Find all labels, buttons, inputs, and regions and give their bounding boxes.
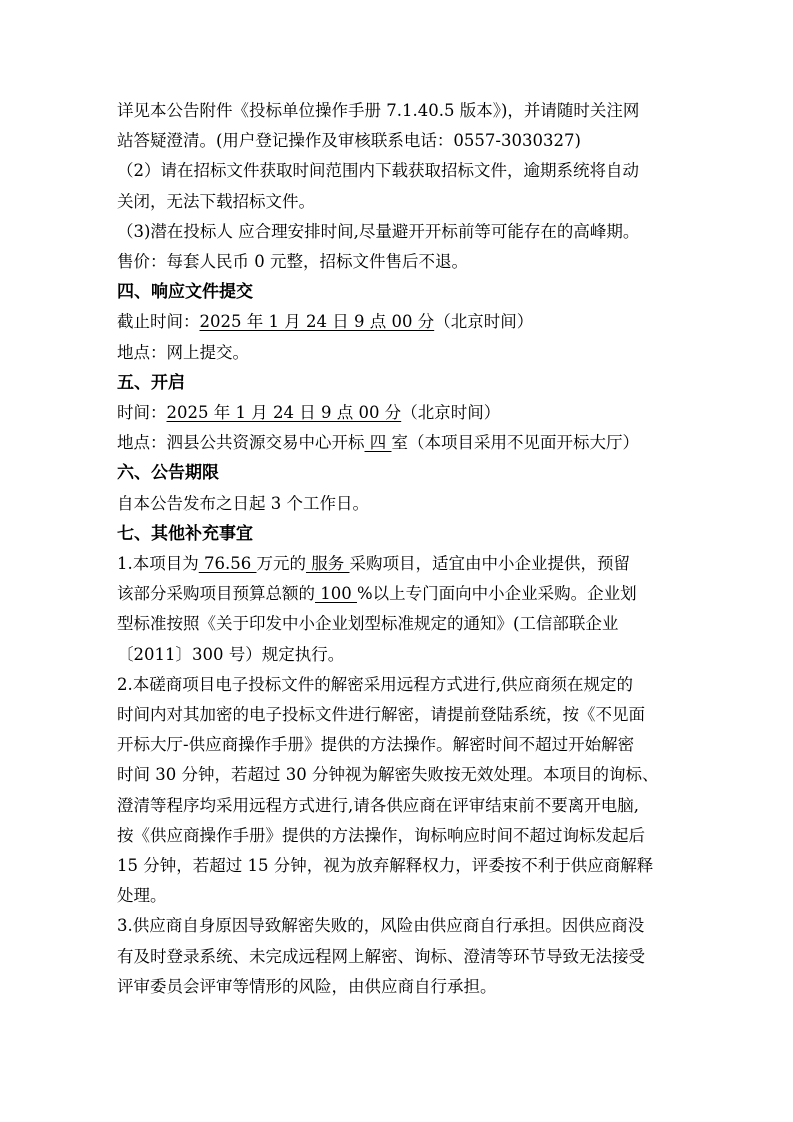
text-line: 型标准按照《关于印发中小企业划型标准规定的通知》(工信部联企业 [117,614,619,634]
section-heading-5: 五、开启 [117,372,185,393]
opening-location-suffix: 室（本项目采用不见面开标大厅） [391,433,639,453]
section-heading-7: 七、其他补充事宜 [117,523,253,544]
document-page [117,96,717,1002]
deadline-label: 截止时间： [117,312,200,332]
submission-location: 地点：网上提交。 [117,342,249,362]
item1-rest: 采购项目，适宜由中小企业提供，预留 [349,554,630,574]
section-heading-4: 四、响应文件提交 [117,282,253,303]
opening-location-label: 地点：泗县公共资源交易中心开标 [117,433,365,453]
text-line: 关闭，无法下载招标文件。 [117,191,315,211]
text-line: 按《供应商操作手册》提供的方法操作，询标响应时间不超过询标发起后 [117,825,645,845]
text-line: 2.本磋商项目电子投标文件的解密采用远程方式进行,供应商须在规定的 [117,674,633,694]
text-line: 〔2011〕300 号）规定执行。 [117,644,345,664]
text-line: 3.供应商自身原因导致解密失败的，风险由供应商自行承担。因供应商没 [117,916,645,936]
opening-time-line [117,398,717,428]
text-line: 评审委员会评审等情形的风险，由供应商自行承担。 [117,976,497,996]
text-line: （3)潜在投标人 应合理安排时间,尽量避开开标前等可能存在的高峰期。 [117,221,640,241]
opening-location-line [117,428,717,458]
item1-line1 [117,549,717,579]
opening-time-value: 2025 年 1 月 24 日 9 点 00 分 [166,403,402,423]
text-line: 详见本公告附件《投标单位操作手册 7.1.40.5 版本》)，并请随时关注网 [117,101,640,120]
text-line: 售价：每套人民币 0 元整，招标文件售后不退。 [117,252,468,272]
text-line: 处理。 [117,886,167,906]
deadline-suffix: （北京时间） [434,312,534,332]
item1-mid: 万元的 [256,554,306,574]
deadline-value: 2025 年 1 月 24 日 9 点 00 分 [199,312,435,332]
budget-amount: 76.56 [198,554,257,574]
procurement-type: 服务 [305,554,350,574]
opening-time-label: 时间： [117,403,167,423]
opening-room: 四 [364,433,392,453]
item1-l2-rest: %以上专门面向中小企业采购。企业划 [356,584,637,604]
text-line: 开标大厅-供应商操作手册》提供的方法操作。解密时间不超过开始解密 [117,735,635,755]
text-line: 时间 30 分钟，若超过 30 分钟视为解密失败按无效处理。本项目的询标、 [117,765,659,785]
section-heading-6: 六、公告期限 [117,463,219,484]
item1-l2-prefix: 该部分采购项目预算总额的 [117,584,315,604]
opening-time-suffix: （北京时间） [401,403,501,423]
notice-period: 自本公告发布之日起 3 个工作日。 [117,493,369,513]
item1-prefix: 1.本项目为 [117,554,199,574]
text-line: 站答疑澄清。(用户登记操作及审核联系电话：0557-3030327) [117,131,581,151]
text-line: 澄清等程序均采用远程方式进行,请各供应商在评审结束前不要离开电脑, [117,795,639,815]
text-line: 有及时登录系统、未完成远程网上解密、询标、澄清等环节导致无法接受 [117,946,645,966]
item1-line2 [117,579,717,609]
deadline-line [117,307,717,337]
text-line: 时间内对其加密的电子投标文件进行解密，请提前登陆系统，按《不见面 [117,705,645,725]
text-line: 15 分钟，若超过 15 分钟，视为放弃解释权力，评委按不利于供应商解释 [117,856,654,876]
text-line: （2）请在招标文件获取时间范围内下载获取招标文件，逾期系统将自动 [117,161,639,181]
reserved-percent: 100 [315,584,357,604]
